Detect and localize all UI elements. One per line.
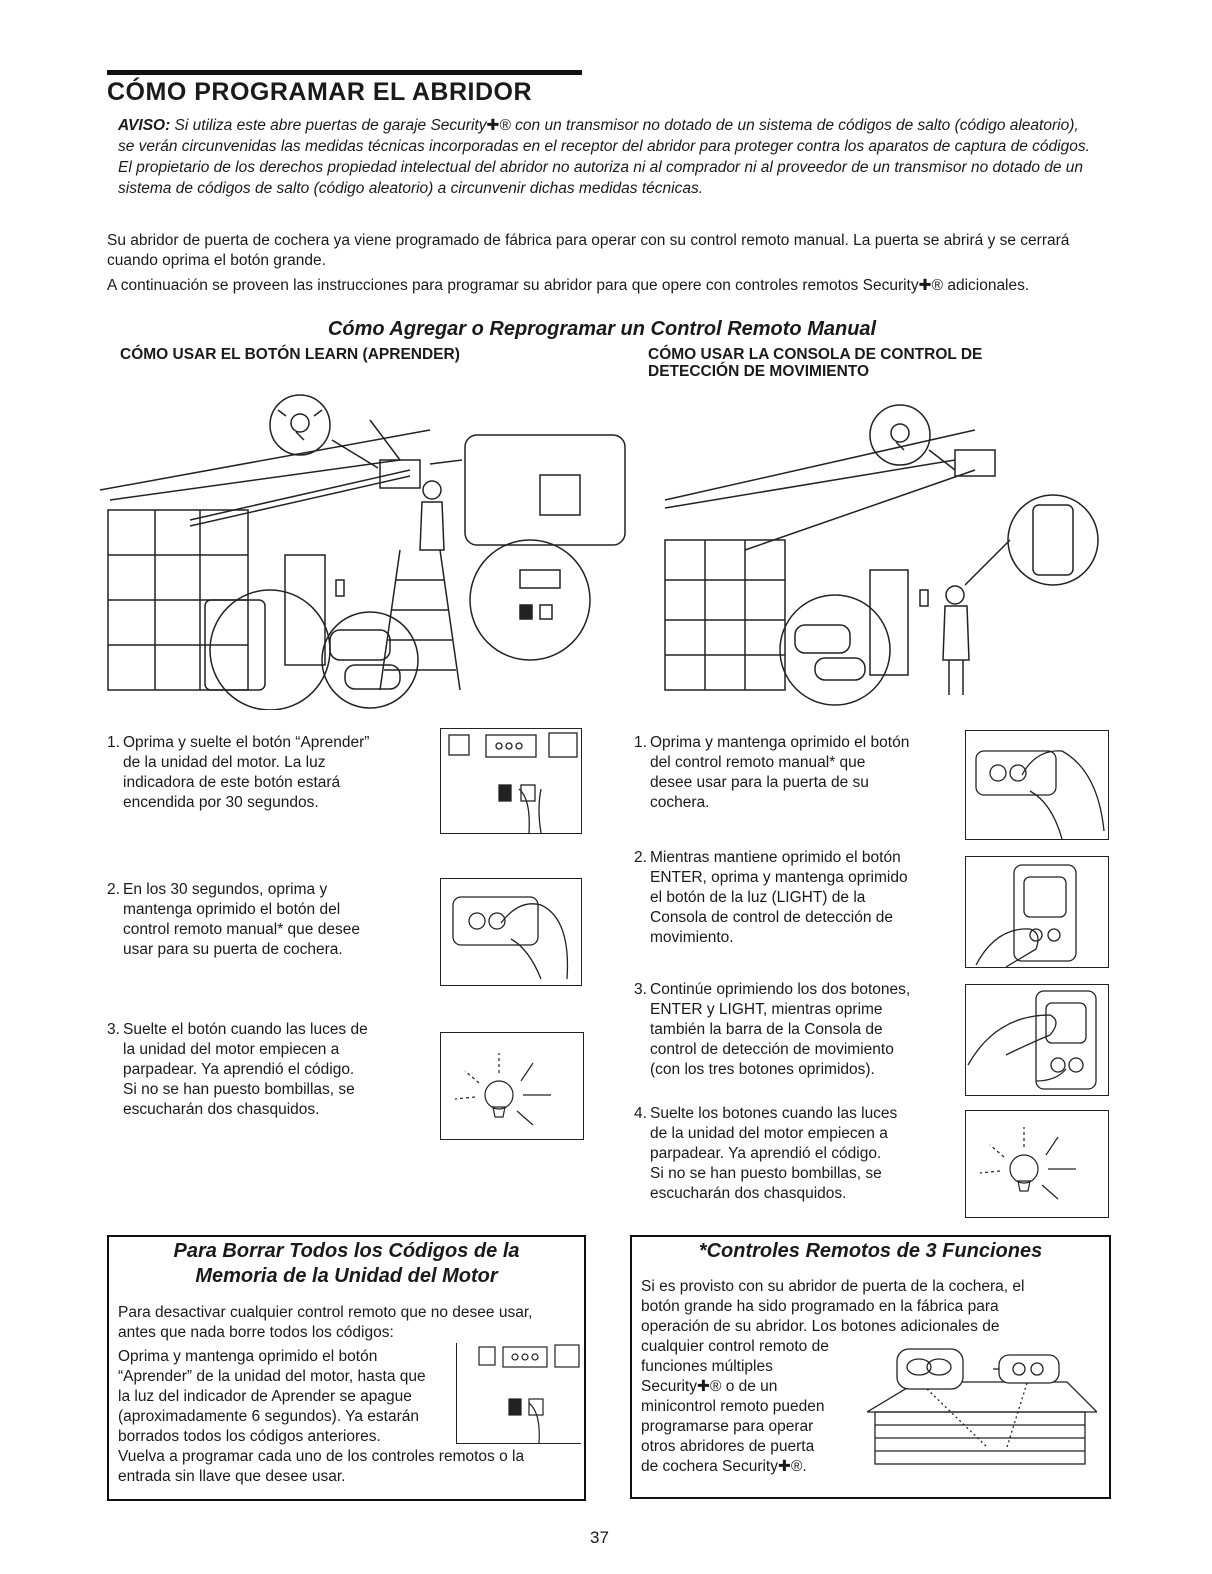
- learn-button-detail-figure: [440, 728, 582, 834]
- remotes-box-text: Si es provisto con su abridor de puerta de la cochera, el botón grande ha sido programado en la fábrica para operación de su abridor. Los botones adicionales de cualquier control remoto de funciones múltiples Security✚® o de un minicontrol remoto pueden programarse para operar otros abridores de puerta de cochera Security✚®.: [641, 1278, 1025, 1475]
- right-step-1: 1. Oprima y mantenga oprimido el botón del control remoto manual* que desee usar para la puerta de su cochera.: [634, 734, 910, 811]
- aviso-text: Si utiliza este abre puertas de garaje Security✚® con un transmisor no dotado de un sistema de códigos de salto (código aleatorio), se verán circunvenidas las medidas técnicas incorporadas en el receptor del abridor para proteger contra los aparatos de captura de códigos. El propietario de los derechos propiedad intelectual del abridor no autoriza ni al comprador ni al proveedor de un transmisor no dotado de un sistema de códigos de salto (código aleatorio) a circunvenir dichas medidas técnicas.: [118, 117, 1090, 197]
- light-bulb-flash-figure-2: [965, 1110, 1109, 1218]
- erase-codes-box: [107, 1235, 586, 1501]
- left-step-3: 3. Suelte el botón cuando las luces de la unidad del motor empiecen a parpadear. Ya aprendió el código. Si no se han puesto bombillas, se escucharán dos chasquidos.: [107, 1021, 368, 1118]
- intro-paragraph-2: A continuación se proveen las instrucciones para programar su abridor para que opere con controles remotos Security✚® adicionales.: [107, 277, 1030, 294]
- light-bulb-flash-figure: [440, 1032, 584, 1140]
- right-step-4: 4. Suelte los botones cuando las luces de la unidad del motor empiecen a parpadear. Ya aprendió el código. Si no se han puesto bombillas, se escucharán dos chasquidos.: [634, 1105, 898, 1202]
- aviso-notice: [118, 115, 1098, 199]
- garage-learn-button-illustration: [100, 390, 640, 710]
- erase-box-title-line-2: Memoria de la Unidad del Motor: [195, 1265, 498, 1287]
- right-step-3: 3. Continúe oprimiendo los dos botones, ENTER y LIGHT, mientras oprime también la barra de la Consola de control de detección de movimiento (con los tres botones oprimidos).: [634, 981, 911, 1078]
- garage-console-illustration: [655, 390, 1105, 710]
- erase-box-intro: Para desactivar cualquier control remoto que no desee usar, antes que nada borre todos los códigos:: [118, 1304, 533, 1341]
- page-title: CÓMO PROGRAMAR EL ABRIDOR: [107, 78, 532, 106]
- page-number: 37: [590, 1528, 609, 1547]
- title-rule: [107, 70, 582, 75]
- remote-hold-figure: [965, 730, 1109, 840]
- remote-press-figure: [440, 878, 582, 986]
- aviso-label: AVISO:: [118, 117, 171, 134]
- left-step-1: 1. Oprima y suelte el botón “Aprender” de la unidad del motor. La luz indicadora de este botón estará encendida por 30 segundos.: [107, 734, 370, 811]
- right-step-2: 2. Mientras mantiene oprimido el botón ENTER, oprima y mantenga oprimido el botón de la luz (LIGHT) de la Consola de control de detección de movimiento.: [634, 849, 908, 946]
- erase-box-reprogram: Vuelva a programar cada uno de los controles remotos o la entrada sin llave que desee usar.: [118, 1448, 525, 1485]
- section-title: Cómo Agregar o Reprogramar un Control Remoto Manual: [327, 318, 877, 340]
- intro-paragraph-1: Su abridor de puerta de cochera ya viene programado de fábrica para operar con su control remoto manual. La puerta se abrirá y se cerrará cuando oprima el botón grande.: [107, 232, 1070, 269]
- left-step-2: 2. En los 30 segundos, oprima y mantenga oprimido el botón del control remoto manual* que desee usar para su puerta de cochera.: [107, 881, 360, 958]
- remotes-box-title: *Controles Remotos de 3 Funciones: [698, 1240, 1043, 1262]
- right-column-heading-line-2: DETECCIÓN DE MOVIMIENTO: [648, 363, 870, 380]
- erase-box-instructions: Oprima y mantenga oprimido el botón “Aprender” de la unidad del motor, hasta que la luz del indicador de Aprender se apague (aproximadamente 6 segundos). Ya estarán borrados todos los códigos anteriores.: [118, 1348, 426, 1445]
- right-column-heading-line-1: CÓMO USAR LA CONSOLA DE CONTROL DE: [648, 346, 983, 363]
- remotes-and-garage-illustration: [867, 1337, 1097, 1467]
- erase-box-title-line-1: Para Borrar Todos los Códigos de la: [173, 1240, 520, 1262]
- left-column-heading: CÓMO USAR EL BOTÓN LEARN (APRENDER): [120, 346, 460, 363]
- console-enter-light-figure: [965, 856, 1109, 968]
- console-three-buttons-figure: [965, 984, 1109, 1096]
- three-function-remotes-box: [630, 1235, 1111, 1499]
- erase-learn-button-figure: [456, 1343, 581, 1444]
